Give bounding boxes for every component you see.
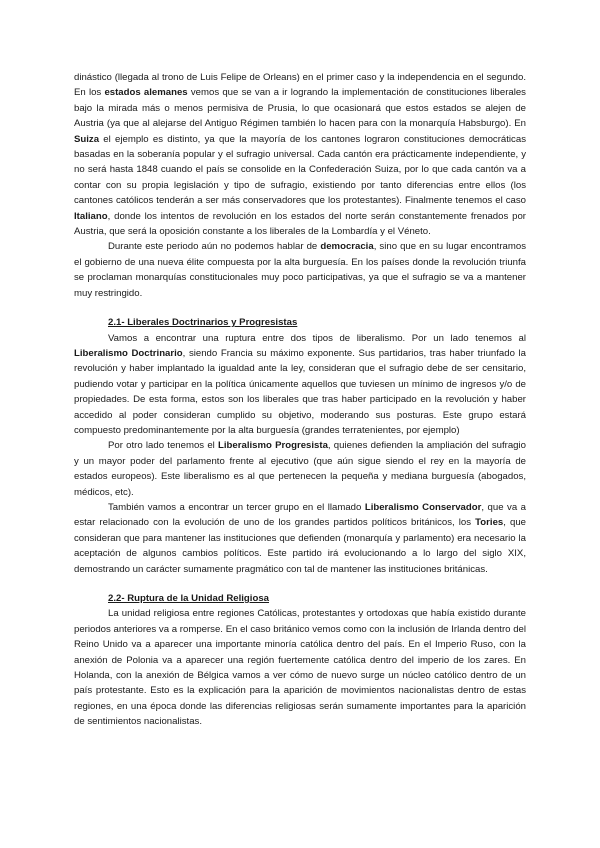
term-italiano: Italiano: [74, 210, 108, 222]
section-heading-religiosa: 2.2- Ruptura de la Unidad Religiosa: [108, 593, 269, 604]
doctrinario-paragraph: Vamos a encontrar una ruptura entre dos tipos de liberalismo. Por un lado tenemos al Liberalismo Doctrinario, siendo Francia su máximo exponente. Sus partidarios, tras haber triunfado la revolución y haber implantado la igualdad ante la ley, consideran que el sufragio debe de ser censitario, pudiendo votar y participar en la política únicamente aquellos que tuviesen un mínimo de ingresos y/o de propiedades. De esta forma, estos son los liberales que tras haber participado en la revolución y haber accedido al poder consideran cumplido su objetivo, moderando sus posturas. Este grupo estará compuesto predominantemente por la alta burguesía (grandes terratenientes, por ejemplo): [74, 332, 527, 436]
religion-paragraph: La unidad religiosa entre regiones Católicas, protestantes y ortodoxas que había existido durante periodos anteriores va a romperse. En el caso británico vemos como con la inclusión de Irlanda dentro del Reino Unido va a aparecer una importante minoría católica dentro del país. En el Imperio Ruso, con la anexión de Polonia va a aparecer una región fuertemente católica dentro del imperio de los zares. En Holanda, con la anexión de Bélgica vamos a ver cómo de nuevo surge un núcleo católico dentro de un país protestante. Esto es la explicación para la aparición de movimientos nacionalistas dentro de estas regiones, en una época donde las diferencias religiosas serán sumamente importantes para la aparición de sentimientos nacionalistas.: [74, 608, 526, 728]
progresista-paragraph: Por otro lado tenemos el Liberalismo Progresista, quienes defienden la ampliación del sufragio y un mayor poder del parlamento frente al ejecutivo (que aún sigue siendo el rey en la mayoría de estados europeos). Este liberalismo es al que pertenecen la pequeña y mediana burguesía (abogados, médicos, etc).: [74, 440, 526, 498]
democracy-paragraph: Durante este periodo aún no podemos hablar de democracia, sino que en su lugar encontramos el gobierno de una nueva élite compuesta por la alta burguesía. En los países donde la revolución triunfa se proclaman monarquías constitucionales muy poco participativas, ya que el sufragio se va a mantener muy restringido.: [74, 241, 526, 299]
term-tories: Tories: [475, 517, 504, 529]
conservador-paragraph: También vamos a encontrar un tercer grupo en el llamado Liberalismo Conservador, que va a estar relacionado con la evolución de uno de los grandes partidos políticos británicos, los Tories, que consideran que para mantener las instituciones que defienden (monarquía y parlamento) era necesario la aceptación de algunos cambios políticos. Este partido irá evolucionando a lo largo del siglo XIX, demostrando un carácter sumamente pragmático con tal de mantener las instituciones británicas.: [74, 501, 526, 575]
term-liberalismo-progresista: Liberalismo Progresista: [218, 440, 328, 452]
term-suiza: Suiza: [74, 133, 100, 145]
term-estados-alemanes: estados alemanes: [104, 87, 188, 99]
term-liberalismo-conservador: Liberalismo Conservador: [364, 501, 482, 513]
term-liberalismo-doctrinario: Liberalismo Doctrinario: [74, 347, 183, 359]
term-democracia: democracia: [320, 241, 374, 253]
document-body: [74, 70, 526, 730]
section-heading-liberales: 2.1- Liberales Doctrinarios y Progresistas: [108, 317, 298, 329]
intro-paragraph: dinástico (llegada al trono de Luis Felipe de Orleans) en el primer caso y la independencia en el segundo. En los estados alemanes vemos que se van a ir logrando la implementación de constituciones liberales bajo la mirada más o menos permisiva de Prusia, lo que ocasionará que estos estados se alejen de Austria (ya que al alejarse del Antiguo Régimen también lo hacen para con la monarquía Habsburgo). En Suiza el ejemplo es distinto, ya que la mayoría de los cantones lograron constituciones democráticas basadas en la soberanía popular y el sufragio universal. Cada cantón era prácticamente independiente, y no será hasta 1848 cuando el país se consolide en la Confederación Suiza, por lo que cada cantón va a contar con su propia legislación y tipo de sufragio, existiendo por tanto diferencias entre ellos (los cantones católicos tenderán a ser más conservadores que los protestantes). Finalmente tenemos el caso Italiano, donde los intentos de revolución en los estados del norte serán constantemente frenados por Austria, que será la oposición constante a los liberales de la Lombardía y el Véneto.: [74, 72, 526, 238]
